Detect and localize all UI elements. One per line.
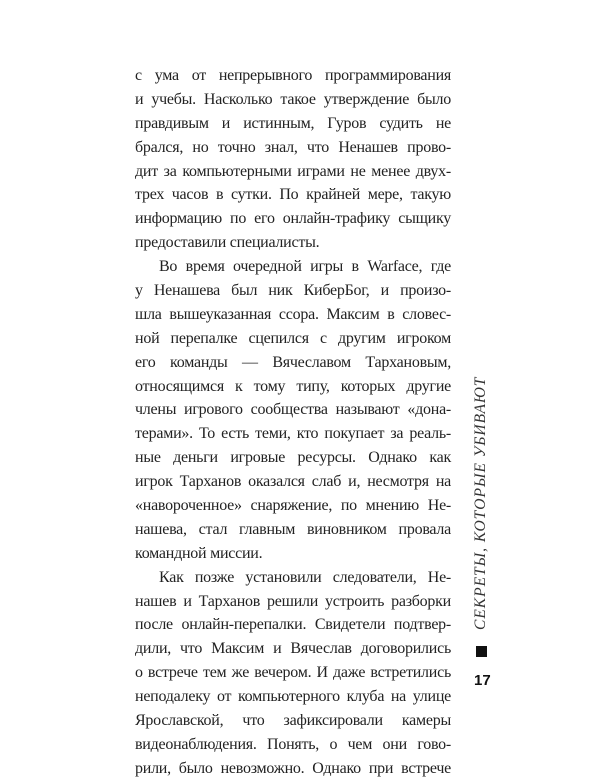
text-line: ные деньги игровые ресурсы. Однако как (135, 449, 451, 467)
text-line: с ума от непрерывного программирования (135, 67, 451, 84)
text-line: видеонаблюдения. Понять, о чем они гово- (135, 735, 451, 753)
text-line: нашев и Тарханов решили устроить разборки (135, 592, 451, 610)
page-number: 17 (474, 672, 491, 689)
text-line: дили, что Максим и Вячеслав договорились (135, 640, 451, 658)
text-line: терами». То есть теми, кто покупает за реаль- (135, 425, 451, 443)
text-line: Во время очередной игры в Warface, где (159, 258, 451, 276)
text-line: рили, было невозможно. Однако при встрече (135, 759, 451, 777)
text-line: игрок Тарханов оказался слаб и, несмотря на (135, 473, 451, 491)
text-line: дит за компьютерными играми не менее двух- (135, 162, 451, 180)
square-marker-icon (476, 646, 487, 657)
text-line: после онлайн-перепалки. Свидетели подтвер- (135, 616, 451, 634)
text-line: «навороченное» снаряжение, по мнению Не- (135, 497, 451, 515)
text-line: его команды — Вячеславом Тархановым, (135, 353, 451, 371)
text-line: у Ненашева был ник КиберБог, и произо- (135, 282, 451, 300)
text-line: брался, но точно знал, что Ненашев прово- (135, 138, 451, 156)
text-line: правдивым и истинным, Гуров судить не (135, 114, 451, 132)
text-line: члены игрового сообщества называют «дона- (135, 401, 451, 419)
running-header: СЕКРЕТЫ, КОТОРЫЕ УБИВАЮТ (472, 376, 489, 630)
text-line: информацию по его онлайн-трафику сыщику (135, 210, 451, 228)
text-line: предоставили специалисты. (135, 234, 320, 252)
text-line: нашева, стал главным виновником провала (135, 520, 451, 538)
body-text (135, 64, 451, 781)
text-line: трех часов в сутки. По крайней мере, такую (135, 186, 451, 204)
text-line: шла вышеуказанная ссора. Максим в словес- (135, 305, 451, 323)
text-line: Как позже установили следователи, Не- (159, 568, 451, 586)
text-line: неподалеку от компьютерного клуба на улице (135, 688, 451, 706)
text-line: относящимся к тому типу, которых другие (135, 377, 451, 395)
text-line: о встрече тем же вечером. И даже встретились (135, 664, 451, 682)
text-line: Ярославской, что зафиксировали камеры (135, 712, 451, 730)
text-line: ной перепалке сцепился с другим игроком (135, 329, 451, 347)
text-line: командной миссии. (135, 544, 263, 562)
text-line: и учебы. Насколько такое утверждение было (135, 90, 451, 108)
